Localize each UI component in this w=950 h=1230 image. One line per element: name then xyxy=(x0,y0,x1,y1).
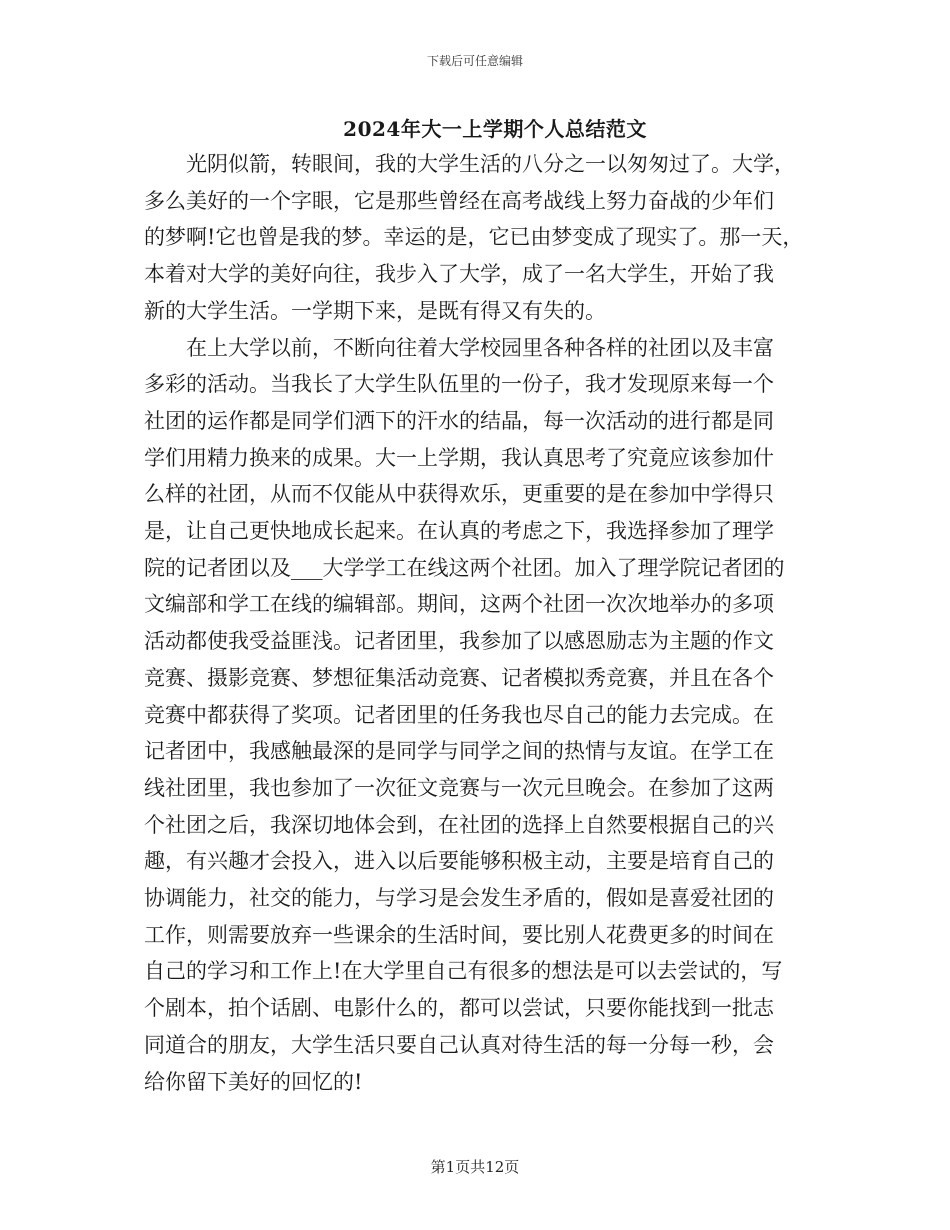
header-note: 下载后可任意编辑 xyxy=(426,54,523,68)
paragraph-line: 同道合的朋友，大学生活只要自己认真对待生活的每一分每一秒，会 xyxy=(144,1032,774,1057)
paragraph-line: 线社团里，我也参加了一次征文竞赛与一次元旦晚会。在参加了这两 xyxy=(144,775,774,800)
paragraph-line: 本着对大学的美好向往，我步入了大学，成了一名大学生，开始了我 xyxy=(144,262,774,287)
paragraph-line: 给你留下美好的回忆的! xyxy=(144,1069,363,1094)
paragraph-line: 个社团之后，我深切地体会到，在社团的选择上自然要根据自己的兴 xyxy=(144,812,774,837)
paragraph-line: 趣，有兴趣才会投入，进入以后要能够积极主动，主要是培育自己的 xyxy=(144,849,774,874)
paragraph-line: 竞赛、摄影竞赛、梦想征集活动竞赛、记者模拟秀竞赛，并且在各个 xyxy=(144,665,774,690)
paragraph-line: 文编部和学工在线的编辑部。期间，这两个社团一次次地举办的多项 xyxy=(144,592,774,617)
paragraph-line: 社团的运作都是同学们洒下的汗水的结晶，每一次活动的进行都是同 xyxy=(144,408,774,433)
paragraph-line: 么样的社团，从而不仅能从中获得欢乐，更重要的是在参加中学得只 xyxy=(144,482,774,507)
paragraph-line: 协调能力，社交的能力，与学习是会发生矛盾的，假如是喜爱社团的 xyxy=(144,886,774,911)
paragraph-line: 新的大学生活。一学期下来，是既有得又有失的。 xyxy=(144,298,606,323)
paragraph-line: 的梦啊!它也曾是我的梦。幸运的是，它已由梦变成了现实了。那一天， xyxy=(144,225,804,250)
paragraph-line: 多么美好的一个字眼，它是那些曾经在高考战线上努力奋战的少年们 xyxy=(144,188,774,213)
paragraph-line: 自己的学习和工作上!在大学里自己有很多的想法是可以去尝试的，写 xyxy=(144,959,783,984)
paragraph-line: 竞赛中都获得了奖项。记者团里的任务我也尽自己的能力去完成。在 xyxy=(144,702,774,727)
page-footer: 第1页共12页 xyxy=(430,1158,520,1176)
paragraph-line: 是，让自己更快地成长起来。在认真的考虑之下，我选择参加了理学 xyxy=(144,519,774,544)
document-title: 2024年大一上学期个人总结范文 xyxy=(343,117,647,141)
paragraph-line: 学们用精力换来的成果。大一上学期，我认真思考了究竟应该参加什 xyxy=(144,445,774,470)
paragraph-line: 工作，则需要放弃一些课余的生活时间，要比别人花费更多的时间在 xyxy=(144,922,774,947)
paragraph-line: 院的记者团以及___大学学工在线这两个社团。加入了理学院记者团的 xyxy=(144,555,785,580)
document-body xyxy=(144,146,820,1100)
paragraph-line: 个剧本，拍个话剧、电影什么的，都可以尝试，只要你能找到一批志 xyxy=(144,996,774,1021)
paragraph-line: 多彩的活动。当我长了大学生队伍里的一份子，我才发现原来每一个 xyxy=(144,372,774,397)
paragraph-line: 活动都使我受益匪浅。记者团里，我参加了以感恩励志为主题的作文 xyxy=(144,629,774,654)
paragraph-line: 记者团中，我感触最深的是同学与同学之间的热情与友谊。在学工在 xyxy=(144,739,774,764)
paragraph-line: 光阴似箭，转眼间，我的大学生活的八分之一以匆匆过了。大学， xyxy=(186,152,795,176)
paragraph-line: 在上大学以前，不断向往着大学校园里各种各样的社团以及丰富 xyxy=(186,335,774,360)
